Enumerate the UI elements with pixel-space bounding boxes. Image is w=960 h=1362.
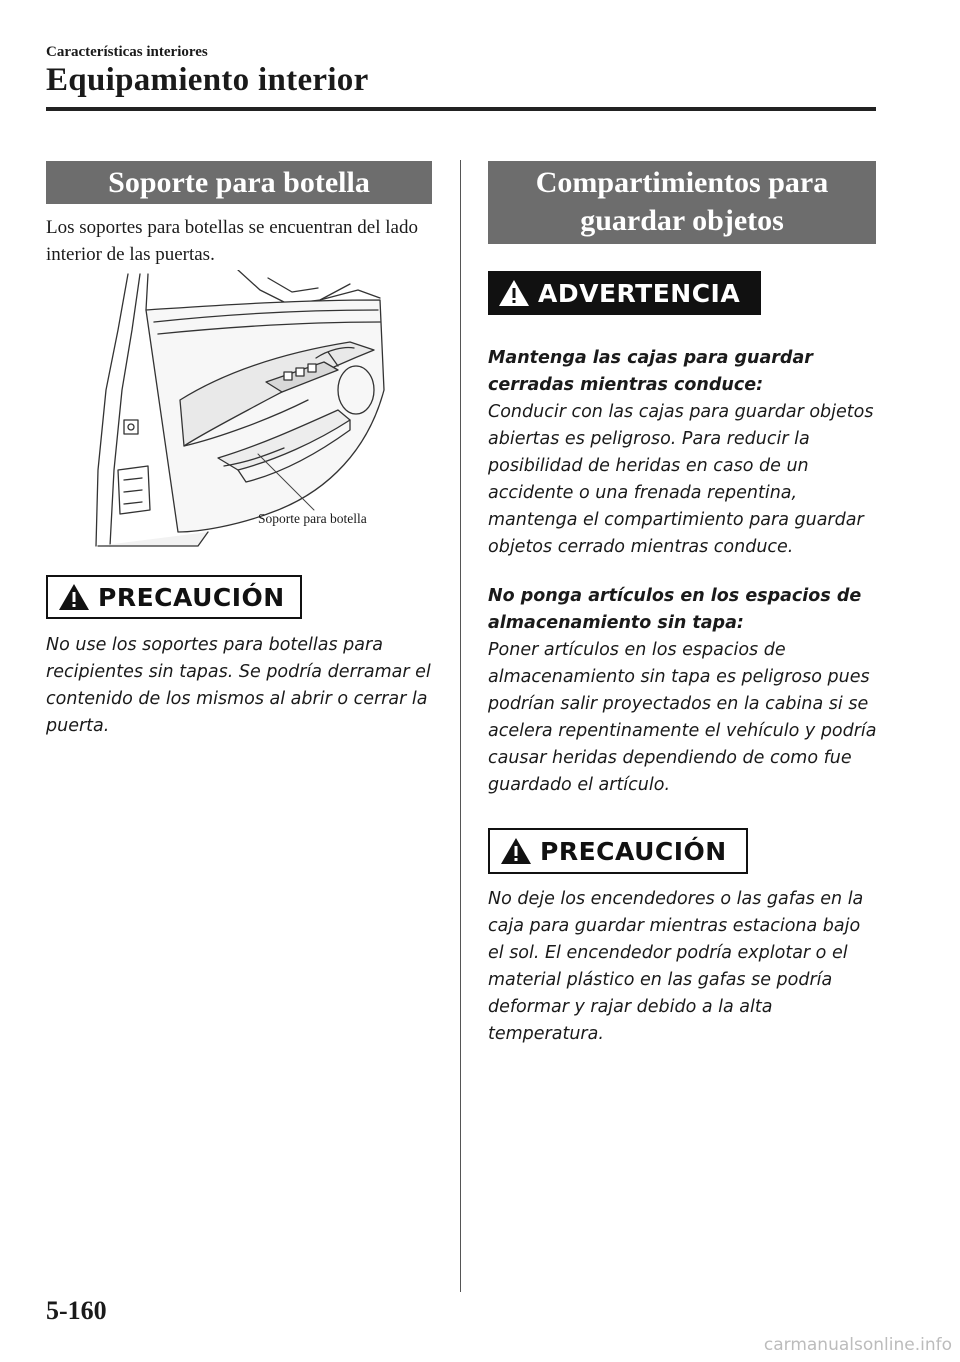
warning-triangle-icon [58,582,90,612]
caution-label-text: PRECAUCIÓN [98,582,285,612]
title-rule [46,107,876,111]
warning-2-lead: No ponga artículos en los espacios de almacenamiento sin tapa: [488,586,862,633]
caution-text-bottle: No use los soportes para botellas para recipientes sin tapas. Se podría derramar el contenido de los mismos al abrir o cerrar la puerta. [46,635,431,736]
caution-label [46,575,302,619]
caution-label [488,828,748,874]
caution-text-storage: No deje los encendedores o las gafas en la caja para guardar mientras estaciona bajo el sol. El encendedor podría explotar o el material plástico en las gafas se podría deformar y rajar debido a la alta temperatura. [488,889,864,1044]
warning-2-text: Poner artículos en los espacios de almacenamiento sin tapa es peligroso pues podrían salir proyectados en la cabina si se acelera repentinamente el vehículo y podría causar heridas dependiendo de como fue guardado el artículo. [488,640,877,795]
page-number: 5-160 [46,1296,107,1325]
section-heading-storage: Compartimientos para guardar objetos [488,161,876,244]
bottle-holder-intro: Los soportes para botellas se encuentran del lado interior de las puertas. [46,217,418,265]
warning-label [488,271,761,315]
warning-1-text: Conducir con las cajas para guardar objetos abiertas es peligroso. Para reducir la posibilidad de heridas en caso de un accidente o una frenada repentina, mantenga el compartimiento para guardar objetos cerrado mientras conduce. [488,402,874,557]
caution-label-text: PRECAUCIÓN [540,836,727,866]
warning-label-text: ADVERTENCIA [538,278,741,308]
section-heading-bottle-holder: Soporte para botella [46,161,432,204]
watermark: carmanualsonline.info [763,1335,952,1355]
page-title: Equipamiento interior [46,62,369,98]
breadcrumb: Características interiores [46,44,208,60]
door-illustration [88,270,388,552]
figure-caption: Soporte para botella [258,511,367,526]
warning-paragraph-1 [488,345,880,561]
warning-paragraph-2 [488,583,880,799]
warning-triangle-icon [498,278,530,308]
warning-triangle-icon [500,836,532,866]
warning-1-lead: Mantenga las cajas para guardar cerradas mientras conduce: [488,348,813,395]
column-divider [460,160,461,1292]
